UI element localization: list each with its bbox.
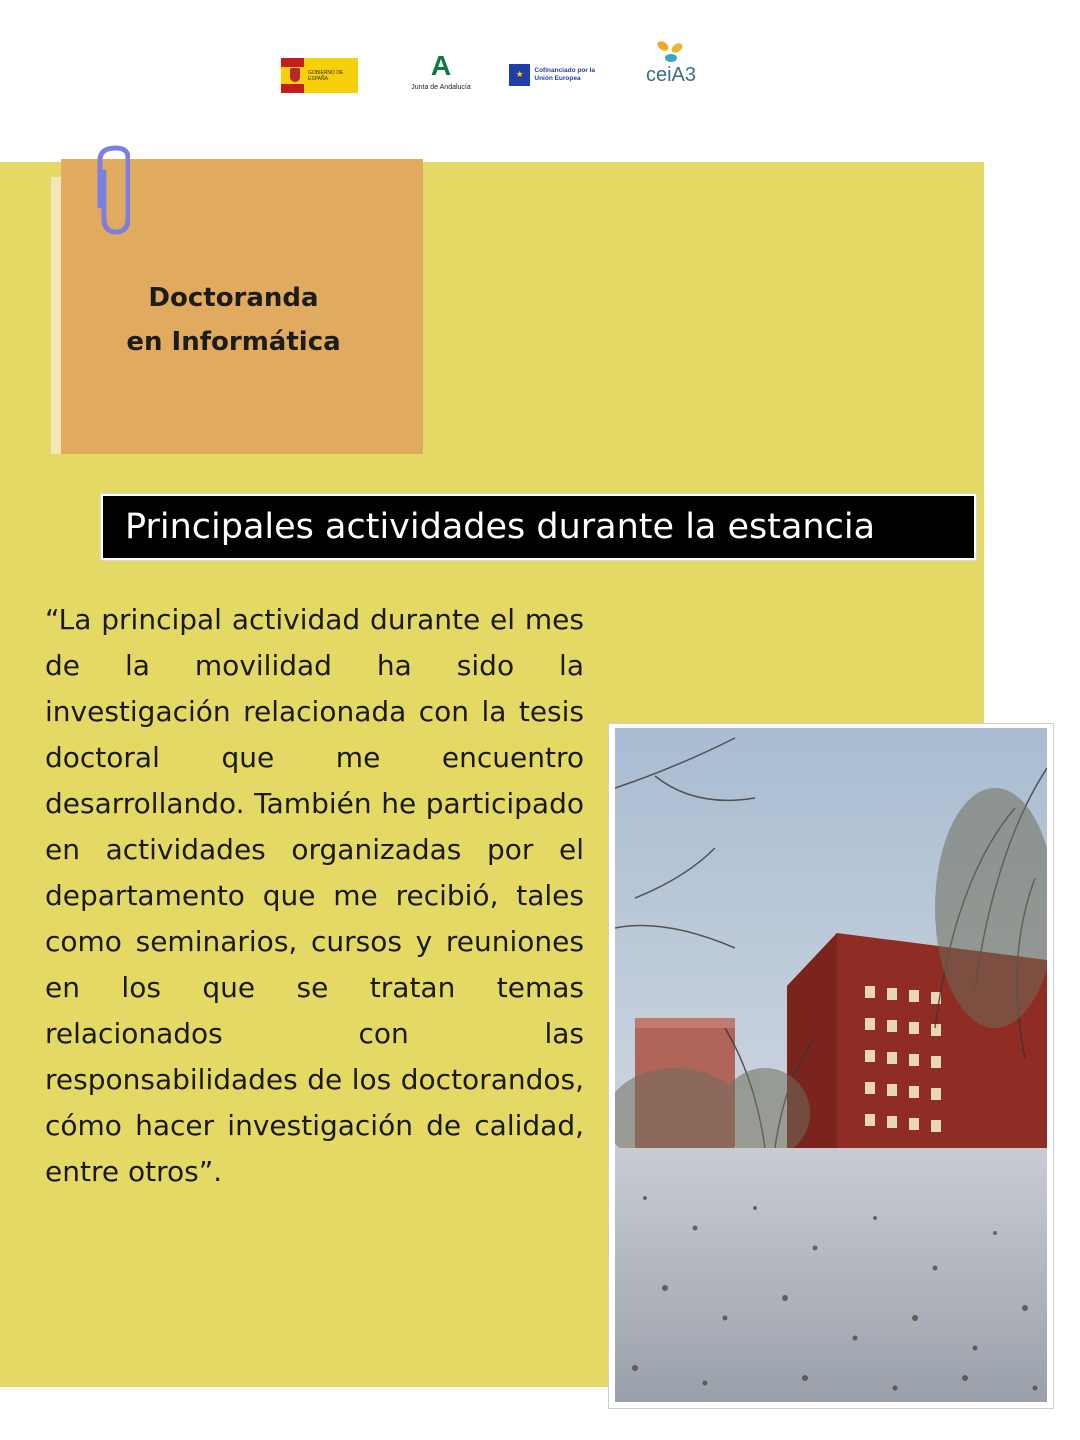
ceia3-leaves-icon: [651, 40, 691, 64]
gobierno-espana-logo: [281, 58, 358, 93]
gobierno-espana-text: GOBIERNO DE ESPAÑA: [307, 69, 344, 82]
junta-andalucia-mark-icon: A: [430, 50, 452, 81]
section-heading-bar: [101, 494, 976, 560]
paperclip-icon: [92, 144, 130, 238]
note-title: [61, 276, 406, 364]
eu-cofinanciado-logo: [509, 60, 607, 90]
section-heading: Principales actividades durante la estancia: [125, 507, 876, 547]
eu-cofinanciado-text: Cofinanciado por la Unión Europea: [534, 67, 596, 82]
ceia3-text: ceiA3: [645, 64, 697, 86]
logos-strip: [0, 38, 1080, 108]
spain-coat-of-arms-icon: [281, 58, 304, 93]
note-title-line1: Doctoranda: [148, 283, 319, 313]
testimonial-quote: “La principal actividad durante el mes de la movilidad ha sido la investigación relacionada con la tesis doctoral que me encuentro desarrollando. También he participado en actividades organizadas por el departamento que me recibió, tales como seminarios, cursos y reuniones en los que se tratan temas relacionados con las responsabilidades de los doctorandos, cómo hacer investigación de calidad, entre otros”.: [45, 603, 584, 1188]
note-title-line2: en Informática: [126, 327, 341, 357]
junta-andalucia-text: Junta de Andalucía: [411, 84, 471, 91]
junta-andalucia-logo: [405, 52, 477, 98]
photo-frame: [609, 724, 1053, 1408]
campus-building-photo: [615, 728, 1047, 1402]
eu-flag-icon: ★: [509, 64, 530, 86]
ceia3-logo: [636, 40, 706, 108]
